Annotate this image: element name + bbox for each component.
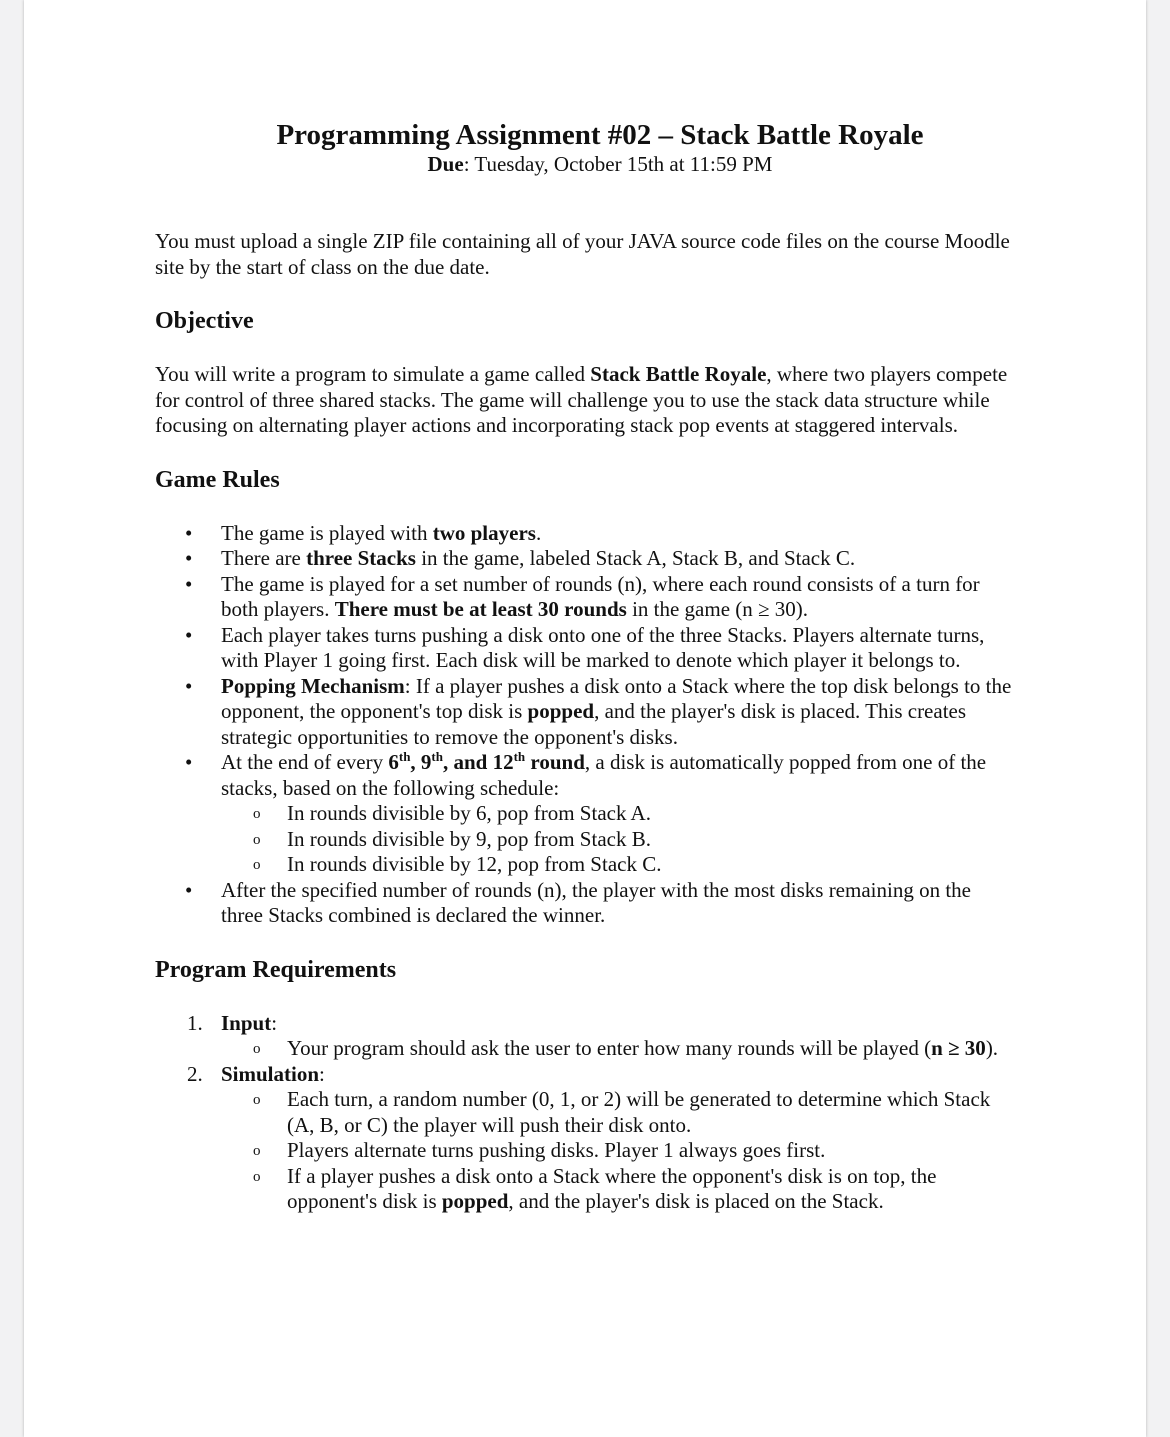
input-details xyxy=(221,1036,1015,1062)
page-title: Programming Assignment #02 – Stack Battle Royale xyxy=(276,119,924,151)
due-label: Due xyxy=(427,152,464,176)
bullet-icon: • xyxy=(185,622,193,647)
game-rules-list xyxy=(155,521,1015,929)
due-text: : Tuesday, October 15th at 11:59 PM xyxy=(463,152,773,176)
rule-item: • The game is played with two players. xyxy=(185,520,542,545)
program-requirements-heading: Program Requirements xyxy=(155,956,397,983)
simulation-details xyxy=(221,1087,1015,1215)
rule-item: • There are three Stacks in the game, labeled Stack A, Stack B, and Stack C. xyxy=(185,546,856,570)
detail-item: o If a player pushes a disk onto a Stack where the opponent's disk is on top, the opponent's disk is popped, and the player's disk is placed on the Stack. xyxy=(253,1163,937,1213)
detail-item: o Players alternate turns pushing disks. Player 1 always goes first. xyxy=(155,1138,1015,1164)
detail-item: o Each turn, a random number (0, 1, or 2) will be generated to determine which Stack (A, B, or C) the player will push their disk onto. xyxy=(253,1087,991,1137)
game-rules-heading: Game Rules xyxy=(155,466,280,493)
bullet-icon: • xyxy=(185,520,193,545)
item-number: 2. xyxy=(187,1061,203,1086)
requirement-item: 2. Simulation: o Each turn, a random number (0, 1, or 2) will be generated to determine which Stack (A, B, or C) the player will push their disk onto. o Players alternate turns pushing disks. Player 1 always goes first. o If a player pushes a disk onto a Stack where the opponent's disk is on top, the opponent's disk is popped, and the player's disk is placed on the Stack. xyxy=(155,1062,1015,1215)
rule-item: • At the end of every 6th, 9th, and 12th round, a disk is automatically popped from one of the stacks, based on the following schedule: o In rounds divisible by 6, pop from Stack A. o In rounds divisible by 9, pop from Stack B. o In rounds divisible by 12, pop from Stack C. xyxy=(155,750,1015,878)
due-date xyxy=(170,152,1030,177)
schedule-item: o In rounds divisible by 12, pop from Stack C. xyxy=(155,852,1015,878)
pop-schedule-list xyxy=(221,801,1015,878)
intro-paragraph: You must upload a single ZIP file containing all of your JAVA source code files on the course Moodle site by the start of class on the due date. xyxy=(155,229,1010,279)
bullet-icon: • xyxy=(185,877,193,902)
rule-item: • Popping Mechanism: If a player pushes a disk onto a Stack where the top disk belongs to the opponent, the opponent's top disk is popped, and the player's disk is placed. This creates strategic opportunities to remove the opponent's disks. xyxy=(185,673,1012,749)
circle-bullet-icon: o xyxy=(253,806,261,822)
rule-item: • Each player takes turns pushing a disk onto one of the three Stacks. Players alternate turns, with Player 1 going first. Each disk will be marked to denote which player it belongs to. xyxy=(185,622,985,672)
objective-paragraph xyxy=(155,362,1015,439)
schedule-item: o In rounds divisible by 6, pop from Stack A. xyxy=(155,801,1015,827)
requirements-list xyxy=(155,1011,1015,1215)
document-content xyxy=(155,118,1015,1215)
item-number: 1. xyxy=(187,1010,203,1035)
bullet-icon: • xyxy=(185,673,193,698)
circle-bullet-icon: o xyxy=(253,1143,261,1159)
circle-bullet-icon: o xyxy=(253,1168,261,1185)
detail-item: o Your program should ask the user to enter how many rounds will be played (n ≥ 30). xyxy=(155,1036,1015,1062)
document-page xyxy=(24,0,1146,1437)
objective-text-1: You will write a program to simulate a game called xyxy=(155,362,591,386)
bullet-icon: • xyxy=(185,750,193,774)
rule-item: • After the specified number of rounds (n), the player with the most disks remaining on the three Stacks combined is declared the winner. xyxy=(185,877,971,927)
circle-bullet-icon: o xyxy=(253,1092,261,1108)
circle-bullet-icon: o xyxy=(253,1041,261,1057)
rule-item: • The game is played for a set number of rounds (n), where each round consists of a turn for both players. There must be at least 30 rounds in the game (n ≥ 30). xyxy=(185,571,980,621)
requirement-item: 1. Input: o Your program should ask the user to enter how many rounds will be played (n ≥ 30). xyxy=(155,1011,1015,1062)
bullet-icon: • xyxy=(185,571,193,596)
bullet-icon: • xyxy=(185,546,193,570)
circle-bullet-icon: o xyxy=(253,831,261,848)
schedule-item: o In rounds divisible by 9, pop from Stack B. xyxy=(155,827,1015,853)
circle-bullet-icon: o xyxy=(253,857,261,873)
objective-heading: Objective xyxy=(155,308,254,334)
objective-game-name: Stack Battle Royale xyxy=(590,362,767,386)
objective-text-2: , where two players compete for control of three shared stacks. The game will challenge you to use the stack data structure while focusing on alternating player actions and incorporating stack pop events at staggered intervals. xyxy=(155,362,1008,437)
